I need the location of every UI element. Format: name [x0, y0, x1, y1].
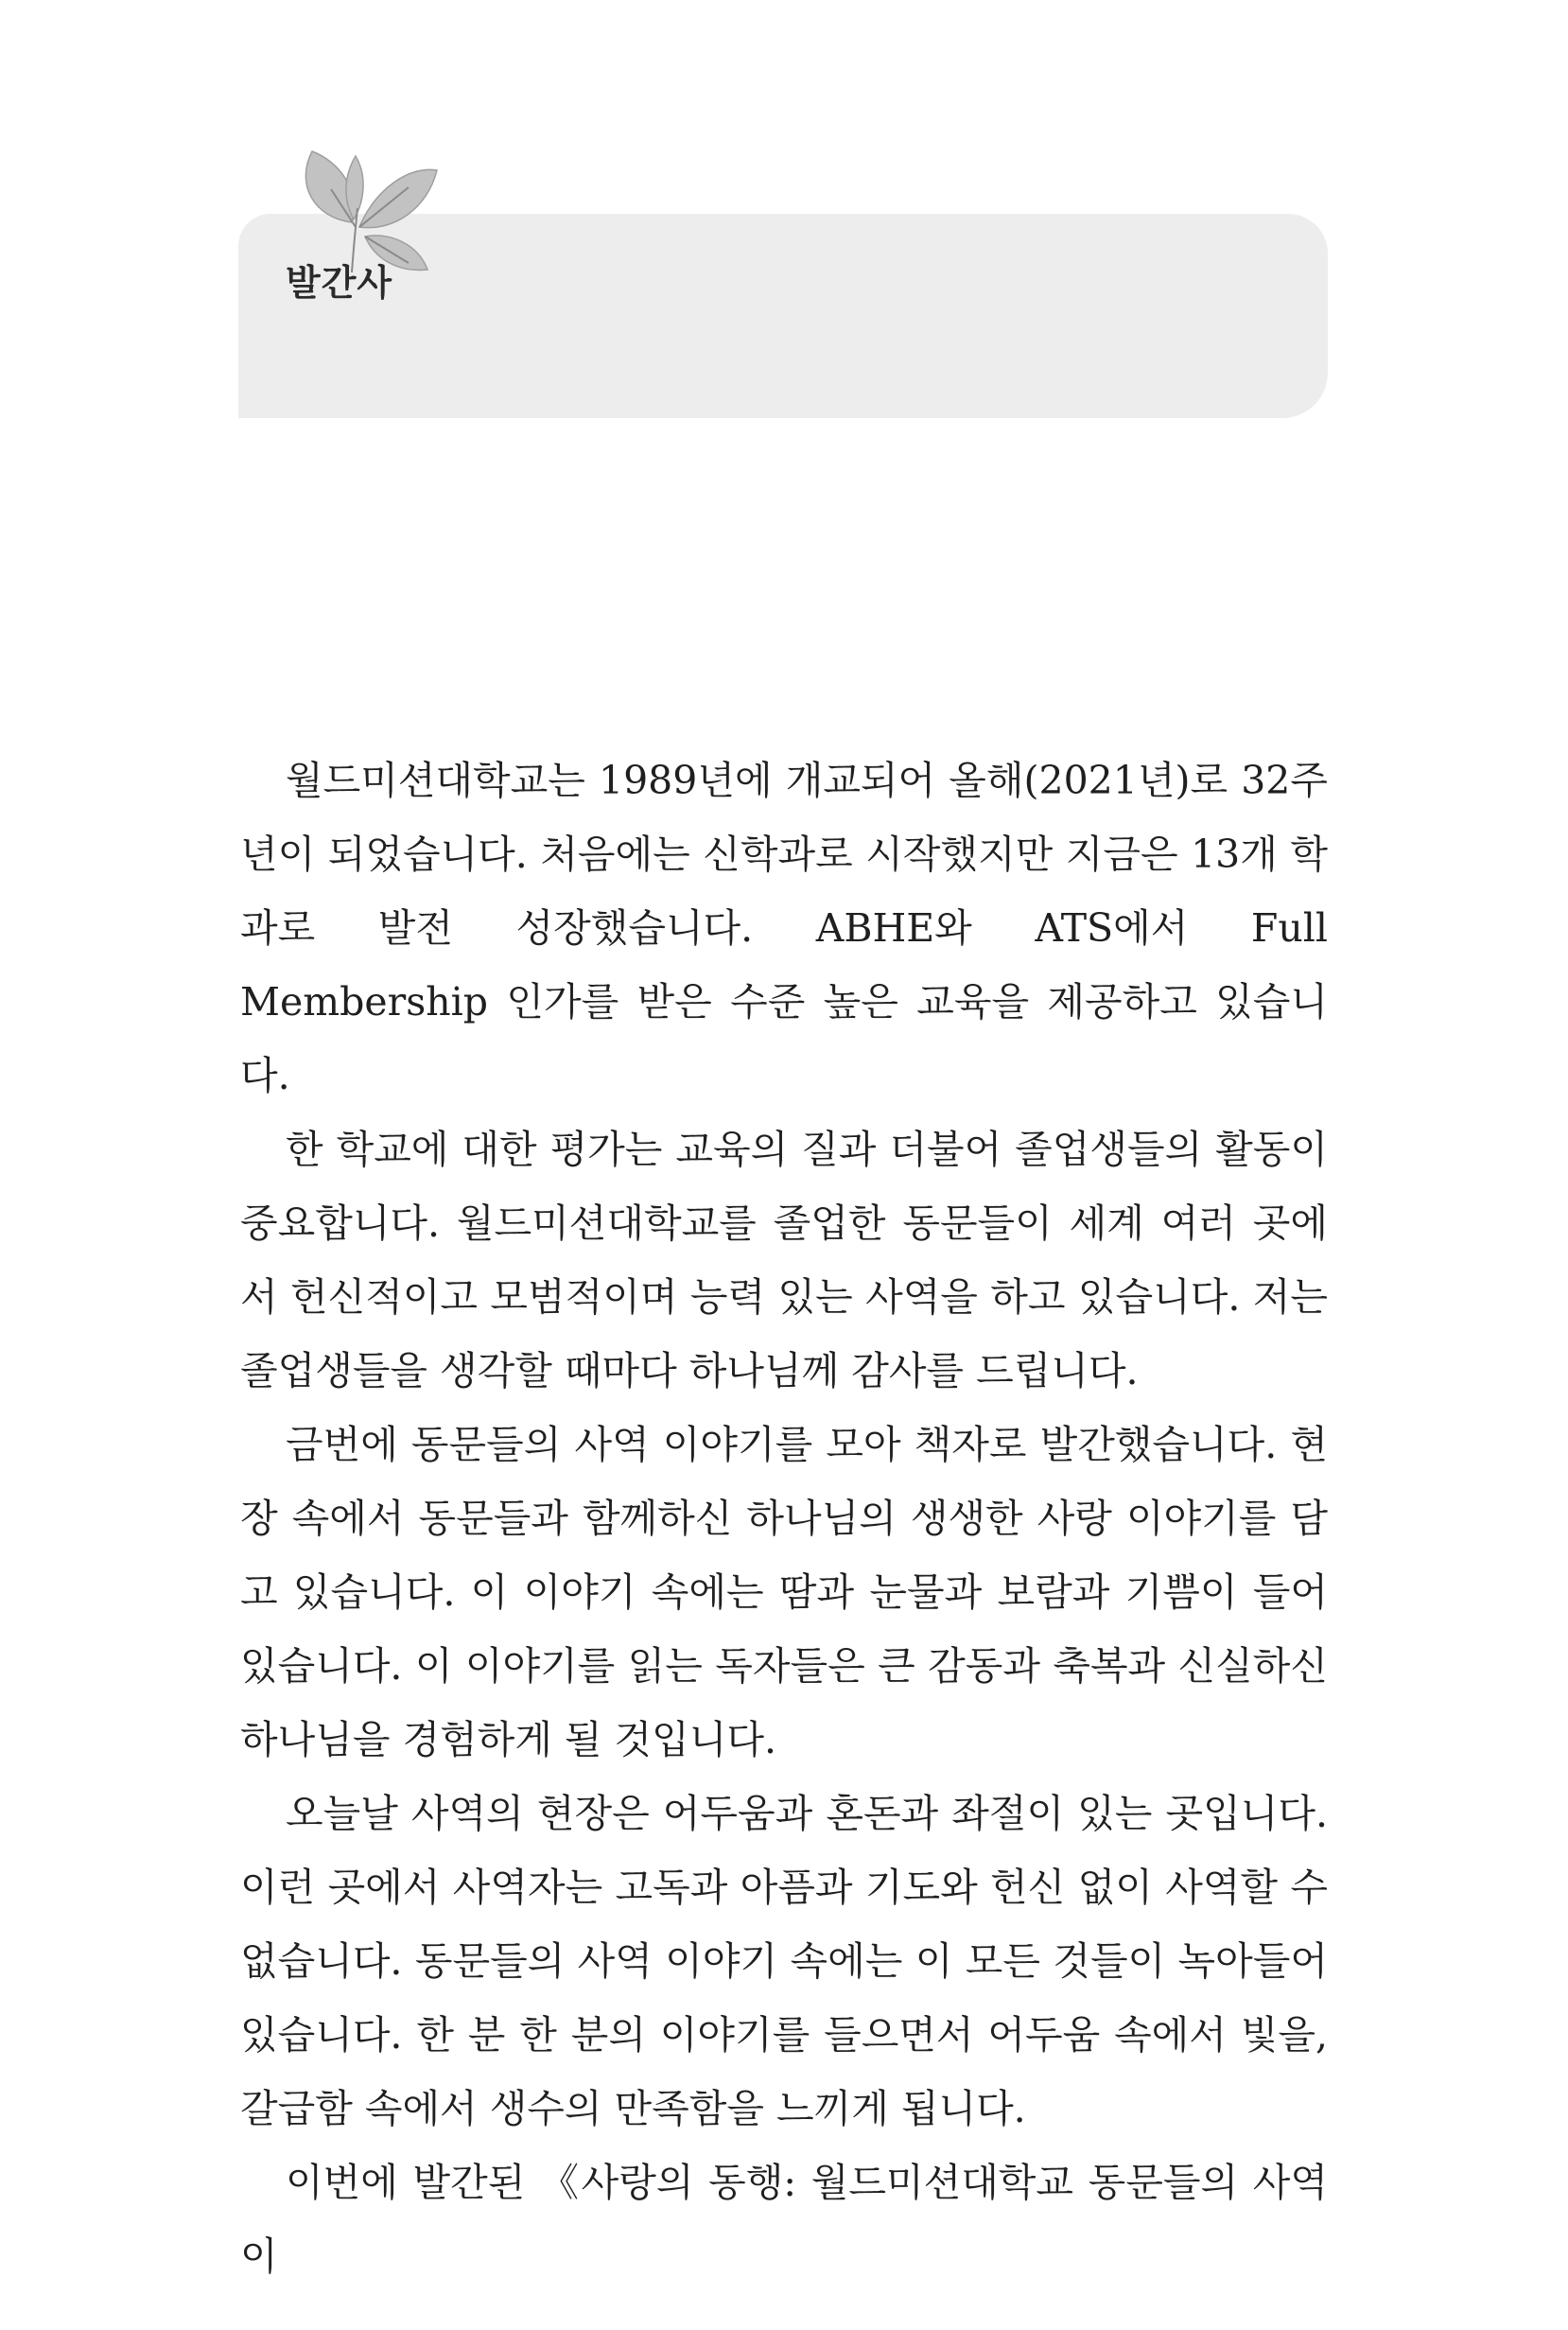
paragraph: 오늘날 사역의 현장은 어두움과 혼돈과 좌절이 있는 곳입니다. 이런 곳에서 사역자는 고독과 아픔과 기도와 헌신 없이 사역할 수 없습니다. 동문들의 사역 이야기 속에는 이 모든 것들이 녹아들어 있습니다. 한 분 한 분의 이야기를 들으면서 어두움 속에서 빛을, 갈급함 속에서 생수의 만족함을 느끼게 됩니다. [240, 1791, 1328, 2131]
paragraph: 금번에 동문들의 사역 이야기를 모아 책자로 발간했습니다. 현장 속에서 동문들과 함께하신 하나님의 생생한 사랑 이야기를 담고 있습니다. 이 이야기 속에는 땀과 눈물과 보람과 기쁨이 들어 있습니다. 이 이야기를 읽는 독자들은 큰 감동과 축복과 신실하신 하나님을 경험하게 될 것입니다. [240, 1422, 1328, 1762]
paragraph: 월드미션대학교는 1989년에 개교되어 올해(2021년)로 32주년이 되었습니다. 처음에는 신학과로 시작했지만 지금은 13개 학과로 발전 성장했습니다. ABHE와 ATS에서 Full Membership 인가를 받은 수준 높은 교육을 제공하고 있습니다. [240, 758, 1328, 1098]
paragraph: 한 학교에 대한 평가는 교육의 질과 더불어 졸업생들의 활동이 중요합니다. 월드미션대학교를 졸업한 동문들이 세계 여러 곳에서 헌신적이고 모범적이며 능력 있는 사역을 하고 있습니다. 저는 졸업생들을 생각할 때마다 하나님께 감사를 드립니다. [240, 1127, 1328, 1393]
body-text [240, 744, 1328, 2293]
page-title: 발간사 [286, 262, 393, 304]
paragraph: 이번에 발간된 《사랑의 동행: 월드미션대학교 동문들의 사역 이 [240, 2160, 1328, 2279]
